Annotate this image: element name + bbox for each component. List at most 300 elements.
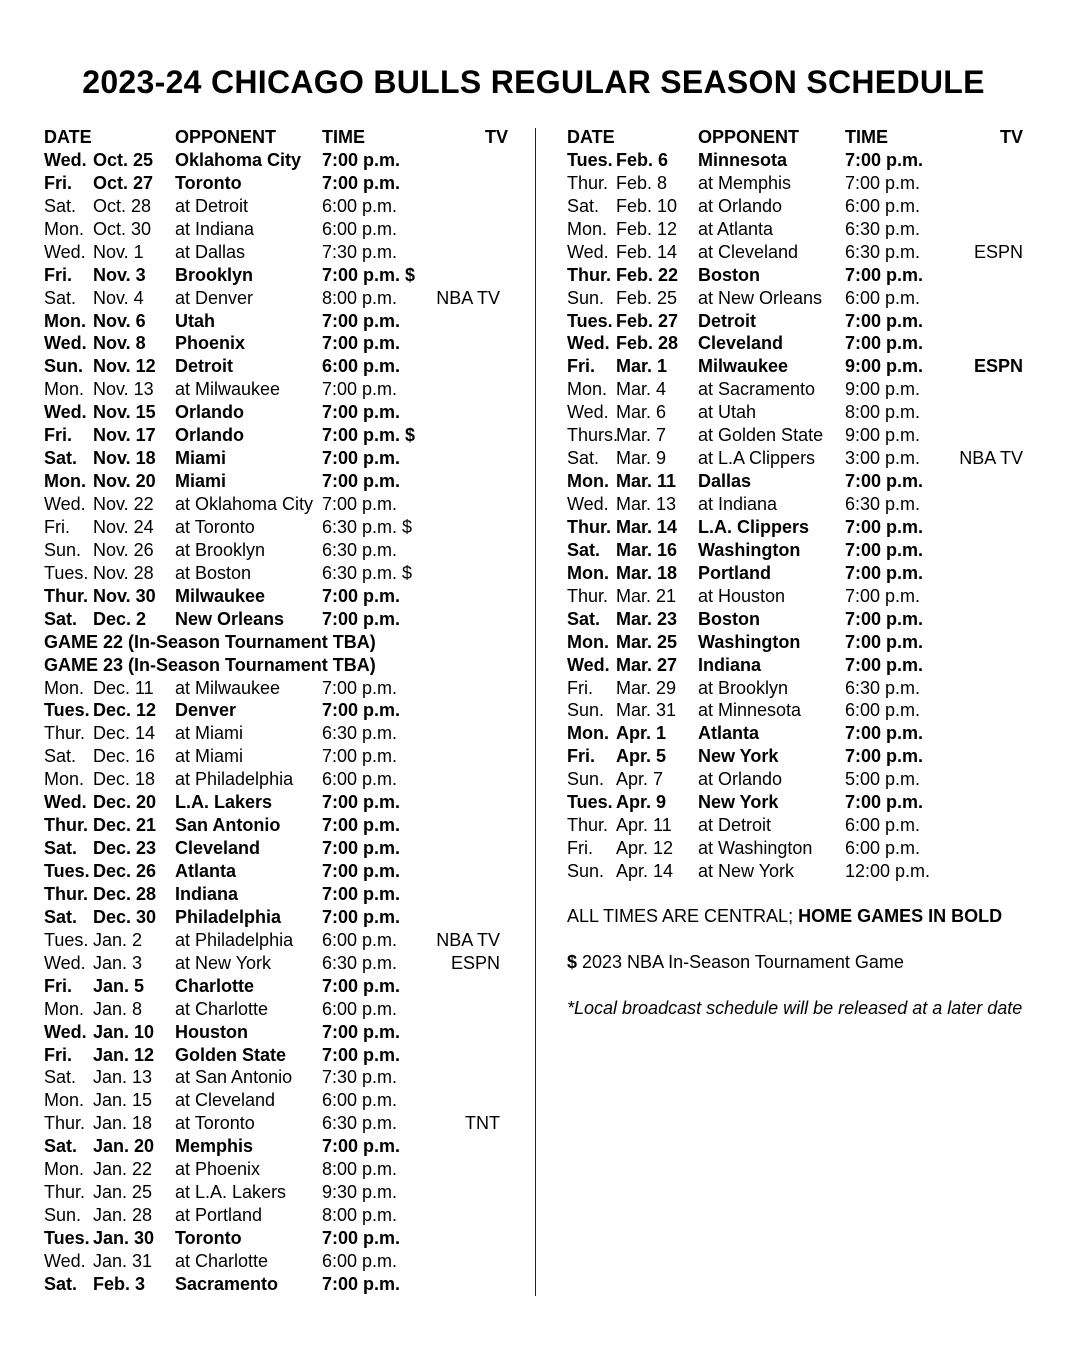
game-time: 6:00 p.m. bbox=[322, 1250, 398, 1271]
game-date: Apr. 1 bbox=[616, 723, 667, 744]
away-game-row bbox=[44, 195, 510, 218]
game-opponent: at Milwaukee bbox=[175, 379, 281, 400]
game-date: Jan. 8 bbox=[93, 998, 143, 1019]
game-date: Apr. 9 bbox=[616, 792, 667, 813]
game-day: Tues. bbox=[44, 562, 89, 583]
game-date: Nov. 15 bbox=[93, 402, 156, 423]
game-day: Mon. bbox=[567, 723, 609, 744]
game-date: Jan. 30 bbox=[93, 1228, 155, 1248]
game-day: Sun. bbox=[44, 1205, 82, 1226]
game-opponent: at Indiana bbox=[175, 218, 255, 239]
game-opponent: Indiana bbox=[698, 654, 762, 675]
game-date: Dec. 30 bbox=[93, 906, 157, 927]
game-time: 7:30 p.m. bbox=[322, 241, 398, 262]
game-day: Wed. bbox=[567, 241, 609, 262]
game-time: 6:30 p.m. bbox=[322, 952, 398, 973]
game-opponent: at Washington bbox=[698, 838, 813, 859]
game-opponent: at Phoenix bbox=[175, 1159, 261, 1180]
game-opponent: Toronto bbox=[175, 172, 242, 193]
game-time: 7:00 p.m. bbox=[845, 516, 924, 537]
game-day: Mon. bbox=[567, 631, 609, 652]
game-opponent: Indiana bbox=[175, 883, 239, 904]
game-opponent: at Indiana bbox=[698, 494, 778, 514]
game-day: Sun. bbox=[567, 700, 605, 721]
home-game-row bbox=[44, 1227, 510, 1250]
schedule-rows-right bbox=[567, 149, 1025, 883]
game-day: Mon. bbox=[567, 471, 609, 492]
game-opponent: Sacramento bbox=[175, 1273, 279, 1294]
column-divider bbox=[535, 128, 536, 1296]
away-game-row bbox=[44, 493, 510, 516]
game-day: Mon. bbox=[44, 769, 85, 790]
game-date: Nov. 8 bbox=[93, 333, 146, 354]
game-opponent: Atlanta bbox=[698, 723, 760, 744]
game-day: Fri. bbox=[44, 172, 73, 193]
game-opponent: Orlando bbox=[175, 425, 245, 446]
away-game-row bbox=[44, 539, 510, 562]
game-date: Jan. 15 bbox=[93, 1090, 153, 1111]
away-game-row bbox=[44, 1181, 510, 1204]
game-day: Sat. bbox=[44, 906, 78, 927]
schedule-column-left bbox=[44, 126, 510, 1296]
game-opponent: at Charlotte bbox=[175, 998, 269, 1019]
game-date: Feb. 8 bbox=[616, 172, 668, 193]
note-tournament-text: 2023 NBA In-Season Tournament Game bbox=[577, 952, 904, 972]
game-time: 6:30 p.m. bbox=[845, 218, 921, 239]
game-day: Mon. bbox=[567, 379, 608, 400]
home-game-row bbox=[567, 654, 1025, 677]
header-time: TIME bbox=[845, 127, 888, 147]
schedule-column-right bbox=[567, 126, 1025, 883]
home-game-row bbox=[44, 860, 510, 883]
game-opponent: at Orlando bbox=[698, 195, 783, 216]
game-date: Jan. 18 bbox=[93, 1113, 153, 1134]
away-game-row bbox=[567, 860, 1025, 883]
header-tv: TV bbox=[999, 127, 1023, 147]
game-opponent: Detroit bbox=[698, 310, 756, 331]
game-day: Wed. bbox=[44, 241, 86, 262]
game-day: Fri. bbox=[44, 1044, 73, 1065]
game-tv: NBA TV bbox=[436, 929, 500, 950]
game-time: 3:00 p.m. bbox=[845, 448, 921, 469]
game-date: Nov. 12 bbox=[93, 356, 156, 377]
game-day: Fri. bbox=[567, 356, 596, 377]
game-date: Mar. 31 bbox=[616, 700, 677, 721]
game-day: Thur. bbox=[44, 1182, 86, 1203]
away-game-row bbox=[567, 699, 1025, 722]
game-day: Sat. bbox=[44, 1067, 77, 1088]
home-game-row bbox=[44, 1273, 510, 1296]
tournament-placeholder: GAME 23 (In-Season Tournament TBA) bbox=[44, 654, 376, 675]
home-game-row bbox=[44, 1135, 510, 1158]
game-day: Sat. bbox=[567, 539, 601, 560]
game-opponent: Toronto bbox=[175, 1228, 242, 1248]
game-date: Feb. 28 bbox=[616, 333, 679, 354]
game-day: Fri. bbox=[44, 975, 73, 996]
game-time: 7:00 p.m. bbox=[845, 746, 924, 767]
game-day: Wed. bbox=[567, 494, 609, 514]
away-game-row bbox=[567, 814, 1025, 837]
away-game-row bbox=[44, 1066, 510, 1089]
away-game-row bbox=[567, 401, 1025, 424]
game-date: Dec. 14 bbox=[93, 723, 156, 744]
game-time: 7:00 p.m. bbox=[322, 379, 398, 400]
game-date: Feb. 12 bbox=[616, 218, 678, 239]
game-time: 7:00 p.m. bbox=[845, 562, 924, 583]
game-day: Sat. bbox=[44, 195, 77, 216]
away-game-row bbox=[44, 516, 510, 539]
game-date: Mar. 14 bbox=[616, 516, 678, 537]
game-date: Jan. 13 bbox=[93, 1067, 153, 1088]
home-game-row bbox=[567, 722, 1025, 745]
game-opponent: at Miami bbox=[175, 746, 244, 767]
game-day: Fri. bbox=[567, 677, 593, 698]
game-date: Feb. 3 bbox=[93, 1273, 146, 1294]
game-date: Nov. 24 bbox=[93, 516, 154, 537]
game-date: Mar. 25 bbox=[616, 631, 678, 652]
game-opponent: at Toronto bbox=[175, 516, 255, 537]
game-time: 7:00 p.m. bbox=[322, 310, 401, 331]
game-opponent: Minnesota bbox=[698, 149, 788, 170]
game-date: Apr. 7 bbox=[616, 769, 664, 790]
header-tv: TV bbox=[484, 127, 508, 147]
game-day: Wed. bbox=[44, 1250, 86, 1271]
game-date: Mar. 18 bbox=[616, 562, 678, 583]
game-opponent: at New York bbox=[175, 952, 272, 973]
game-opponent: at Detroit bbox=[175, 195, 249, 216]
game-date: Mar. 6 bbox=[616, 402, 667, 423]
game-time: 6:00 p.m. bbox=[845, 287, 921, 308]
game-date: Nov. 3 bbox=[93, 264, 146, 285]
game-time: 7:00 p.m. bbox=[845, 631, 924, 652]
home-game-row bbox=[44, 1044, 510, 1067]
game-time: 7:00 p.m. bbox=[845, 172, 921, 193]
home-game-row bbox=[567, 355, 1025, 378]
game-date: Dec. 18 bbox=[93, 769, 156, 790]
game-day: Sun. bbox=[567, 287, 605, 308]
game-opponent: Orlando bbox=[175, 402, 245, 423]
game-date: Nov. 17 bbox=[93, 425, 156, 446]
away-game-row bbox=[44, 1204, 510, 1227]
header-time: TIME bbox=[322, 127, 365, 147]
game-date: Mar. 16 bbox=[616, 539, 678, 560]
game-tv: ESPN bbox=[973, 356, 1023, 377]
game-date: Dec. 26 bbox=[93, 861, 157, 881]
home-game-row bbox=[44, 814, 510, 837]
game-day: Sat. bbox=[44, 1273, 78, 1294]
game-opponent: at Memphis bbox=[698, 172, 792, 193]
game-opponent: L.A. Lakers bbox=[175, 792, 273, 813]
game-time: 6:30 p.m. bbox=[322, 1113, 398, 1134]
game-opponent: at Philadelphia bbox=[175, 769, 294, 790]
game-date: Mar. 1 bbox=[616, 356, 668, 377]
tournament-placeholder: GAME 22 (In-Season Tournament TBA) bbox=[44, 631, 376, 652]
game-date: Oct. 28 bbox=[93, 195, 152, 216]
game-time: 7:00 p.m. $ bbox=[322, 264, 416, 285]
game-date: Nov. 4 bbox=[93, 287, 144, 308]
game-time: 7:00 p.m. $ bbox=[322, 425, 416, 446]
game-day: Fri. bbox=[44, 516, 70, 537]
game-day: Fri. bbox=[567, 838, 593, 859]
game-day: Sat. bbox=[44, 746, 77, 767]
game-day: Sun. bbox=[567, 769, 605, 790]
away-game-row bbox=[44, 1112, 510, 1135]
home-game-row bbox=[567, 264, 1025, 287]
game-opponent: Dallas bbox=[698, 471, 752, 492]
game-opponent: at Philadelphia bbox=[175, 929, 294, 950]
game-opponent: Denver bbox=[175, 700, 237, 721]
game-opponent: at Golden State bbox=[698, 425, 824, 446]
game-day: Thur. bbox=[44, 723, 86, 744]
game-time: 6:30 p.m. $ bbox=[322, 516, 413, 537]
home-game-row bbox=[44, 837, 510, 860]
game-day: Mon. bbox=[44, 379, 85, 400]
game-date: Mar. 11 bbox=[616, 471, 677, 492]
home-game-row bbox=[44, 699, 510, 722]
header-opponent: OPPONENT bbox=[175, 127, 277, 147]
game-day: Sat. bbox=[567, 608, 601, 629]
game-opponent: Charlotte bbox=[175, 975, 255, 996]
game-date: Dec. 2 bbox=[93, 608, 147, 629]
game-time: 6:30 p.m. bbox=[322, 723, 398, 744]
game-date: Jan. 22 bbox=[93, 1159, 153, 1180]
away-game-row bbox=[44, 1250, 510, 1273]
game-day: Tues. bbox=[567, 792, 613, 813]
game-day: Wed. bbox=[44, 149, 87, 170]
game-opponent: at Cleveland bbox=[698, 241, 799, 262]
game-date: Jan. 2 bbox=[93, 929, 143, 950]
game-day: Thur. bbox=[567, 172, 609, 193]
game-date: Mar. 23 bbox=[616, 608, 678, 629]
game-date: Feb. 22 bbox=[616, 264, 679, 285]
away-game-row bbox=[44, 241, 510, 264]
game-time: 7:00 p.m. bbox=[845, 149, 924, 170]
game-date: Nov. 30 bbox=[93, 585, 156, 606]
game-time: 7:00 p.m. bbox=[322, 1021, 401, 1042]
game-time: 7:00 p.m. bbox=[322, 172, 401, 193]
game-opponent: at L.A Clippers bbox=[698, 448, 816, 469]
away-game-row bbox=[44, 287, 510, 310]
game-time: 8:00 p.m. bbox=[322, 1205, 398, 1226]
column-header bbox=[44, 126, 510, 149]
home-game-row bbox=[44, 401, 510, 424]
game-date: Jan. 20 bbox=[93, 1136, 155, 1157]
game-time: 6:30 p.m. bbox=[322, 539, 398, 560]
game-date: Feb. 27 bbox=[616, 310, 679, 331]
game-time: 7:00 p.m. bbox=[322, 402, 401, 423]
game-time: 7:00 p.m. bbox=[322, 448, 401, 469]
game-opponent: Washington bbox=[698, 631, 801, 652]
game-opponent: Phoenix bbox=[175, 333, 246, 354]
game-time: 7:00 p.m. bbox=[845, 723, 924, 744]
game-date: Oct. 30 bbox=[93, 218, 152, 239]
home-game-row bbox=[44, 1021, 510, 1044]
game-time: 6:00 p.m. bbox=[322, 929, 398, 950]
game-day: Thur. bbox=[567, 264, 611, 285]
game-opponent: Milwaukee bbox=[698, 356, 789, 377]
game-time: 6:30 p.m. $ bbox=[322, 562, 413, 583]
game-opponent: at Oklahoma City bbox=[175, 494, 314, 514]
game-opponent: Brooklyn bbox=[175, 264, 254, 285]
home-game-row bbox=[567, 332, 1025, 355]
game-date: Jan. 3 bbox=[93, 952, 143, 973]
away-game-row bbox=[567, 677, 1025, 700]
game-date: Dec. 23 bbox=[93, 838, 157, 859]
home-game-row bbox=[44, 172, 510, 195]
home-game-row bbox=[44, 585, 510, 608]
game-time: 6:00 p.m. bbox=[845, 700, 921, 721]
game-opponent: at Minnesota bbox=[698, 700, 802, 721]
note-times bbox=[567, 906, 1002, 927]
home-game-row bbox=[44, 264, 510, 287]
note-broadcast: *Local broadcast schedule will be released at a later date bbox=[567, 998, 1023, 1018]
game-time: 7:00 p.m. bbox=[322, 792, 401, 813]
away-game-row bbox=[44, 768, 510, 791]
home-game-row bbox=[567, 516, 1025, 539]
game-opponent: at Toronto bbox=[175, 1113, 255, 1134]
game-opponent: Miami bbox=[175, 471, 227, 492]
note-times-bold: HOME GAMES IN BOLD bbox=[798, 906, 1003, 926]
away-game-row bbox=[44, 745, 510, 768]
game-time: 7:00 p.m. bbox=[322, 333, 401, 354]
game-date: Nov. 6 bbox=[93, 310, 146, 331]
game-day: Mon. bbox=[44, 1159, 85, 1180]
game-opponent: at Cleveland bbox=[175, 1090, 276, 1111]
game-day: Wed. bbox=[44, 952, 86, 973]
game-date: Jan. 31 bbox=[93, 1250, 153, 1271]
home-game-row bbox=[567, 791, 1025, 814]
game-opponent: Oklahoma City bbox=[175, 149, 302, 170]
home-game-row bbox=[44, 883, 510, 906]
game-date: Nov. 26 bbox=[93, 539, 154, 560]
game-day: Tues. bbox=[44, 700, 90, 721]
home-game-row bbox=[44, 975, 510, 998]
away-game-row bbox=[44, 677, 510, 700]
game-date: Mar. 29 bbox=[616, 677, 677, 698]
game-time: 7:00 p.m. bbox=[322, 815, 401, 836]
game-opponent: L.A. Clippers bbox=[698, 516, 810, 537]
away-game-row bbox=[44, 378, 510, 401]
game-day: Tues. bbox=[44, 1228, 90, 1248]
game-time: 7:00 p.m. bbox=[322, 149, 401, 170]
game-day: Mon. bbox=[567, 218, 608, 239]
game-day: Tues. bbox=[567, 310, 613, 331]
game-day: Sat. bbox=[44, 287, 77, 308]
game-time: 5:00 p.m. bbox=[845, 769, 921, 790]
away-game-row bbox=[567, 195, 1025, 218]
page-title: 2023-24 CHICAGO BULLS REGULAR SEASON SCHEDULE bbox=[82, 64, 985, 100]
game-tv: ESPN bbox=[973, 241, 1023, 262]
game-opponent: at Detroit bbox=[698, 815, 772, 836]
away-game-row bbox=[567, 172, 1025, 195]
game-time: 6:00 p.m. bbox=[845, 815, 921, 836]
game-date: Nov. 22 bbox=[93, 494, 154, 514]
away-game-row bbox=[567, 287, 1025, 310]
game-day: Thur. bbox=[44, 883, 88, 904]
game-opponent: New York bbox=[698, 792, 779, 813]
home-game-row bbox=[44, 424, 510, 447]
header-date: DATE bbox=[567, 127, 615, 147]
game-date: Jan. 10 bbox=[93, 1021, 155, 1042]
game-date: Mar. 27 bbox=[616, 654, 678, 675]
note-tournament bbox=[567, 952, 904, 973]
game-opponent: at Orlando bbox=[698, 769, 783, 790]
game-time: 7:00 p.m. bbox=[322, 700, 401, 721]
game-day: Mon. bbox=[44, 218, 85, 239]
away-game-row bbox=[567, 837, 1025, 860]
away-game-row bbox=[567, 218, 1025, 241]
game-tv: TNT bbox=[465, 1113, 500, 1134]
game-day: Thur. bbox=[44, 585, 88, 606]
game-time: 6:00 p.m. bbox=[322, 1090, 398, 1111]
game-date: Dec. 20 bbox=[93, 792, 157, 813]
game-time: 8:00 p.m. bbox=[322, 287, 398, 308]
game-opponent: at Denver bbox=[175, 287, 254, 308]
game-opponent: Philadelphia bbox=[175, 906, 282, 927]
game-time: 7:00 p.m. bbox=[322, 838, 401, 859]
game-tv: NBA TV bbox=[959, 448, 1023, 469]
game-day: Wed. bbox=[567, 333, 610, 354]
game-day: Mon. bbox=[44, 310, 86, 331]
game-opponent: at Atlanta bbox=[698, 218, 774, 239]
game-opponent: at Houston bbox=[698, 585, 786, 606]
column-header bbox=[567, 126, 1025, 149]
game-time: 7:00 p.m. bbox=[322, 608, 401, 629]
game-date: Dec. 21 bbox=[93, 815, 157, 836]
game-date: Jan. 28 bbox=[93, 1205, 153, 1226]
home-game-row bbox=[44, 470, 510, 493]
game-date: Oct. 25 bbox=[93, 149, 154, 170]
game-time: 9:00 p.m. bbox=[845, 356, 924, 377]
game-day: Fri. bbox=[567, 746, 596, 767]
game-opponent: at Milwaukee bbox=[175, 677, 281, 698]
game-time: 6:00 p.m. bbox=[845, 195, 921, 216]
game-time: 7:00 p.m. bbox=[322, 1136, 401, 1157]
game-opponent: Detroit bbox=[175, 356, 233, 377]
game-date: Nov. 13 bbox=[93, 379, 154, 400]
game-time: 7:00 p.m. bbox=[845, 585, 921, 606]
game-date: Dec. 11 bbox=[93, 677, 154, 698]
game-time: 9:30 p.m. bbox=[322, 1182, 398, 1203]
game-tv: ESPN bbox=[450, 952, 500, 973]
game-time: 12:00 p.m. bbox=[845, 861, 931, 881]
game-date: Apr. 5 bbox=[616, 746, 667, 767]
game-opponent: Miami bbox=[175, 448, 227, 469]
home-game-row bbox=[567, 149, 1025, 172]
game-day: Thur. bbox=[567, 516, 611, 537]
home-game-row bbox=[44, 332, 510, 355]
game-day: Wed. bbox=[44, 1021, 87, 1042]
home-game-row bbox=[567, 631, 1025, 654]
game-day: Sat. bbox=[44, 1136, 78, 1157]
game-day: Sat. bbox=[567, 448, 600, 469]
game-time: 6:30 p.m. bbox=[845, 494, 921, 514]
game-opponent: at New York bbox=[698, 861, 795, 881]
game-day: Sat. bbox=[44, 838, 78, 859]
schedule-note-row bbox=[44, 654, 510, 677]
game-time: 7:00 p.m. bbox=[322, 494, 398, 514]
game-time: 7:00 p.m. bbox=[322, 1044, 401, 1065]
game-day: Thur. bbox=[44, 815, 88, 836]
tournament-symbol: $ bbox=[567, 952, 578, 972]
away-game-row bbox=[567, 241, 1025, 264]
game-date: Dec. 12 bbox=[93, 700, 157, 721]
game-day: Sat. bbox=[567, 195, 600, 216]
game-opponent: Memphis bbox=[175, 1136, 254, 1157]
game-date: Mar. 13 bbox=[616, 494, 677, 514]
game-day: Thurs. bbox=[567, 425, 619, 446]
game-day: Mon. bbox=[567, 562, 609, 583]
